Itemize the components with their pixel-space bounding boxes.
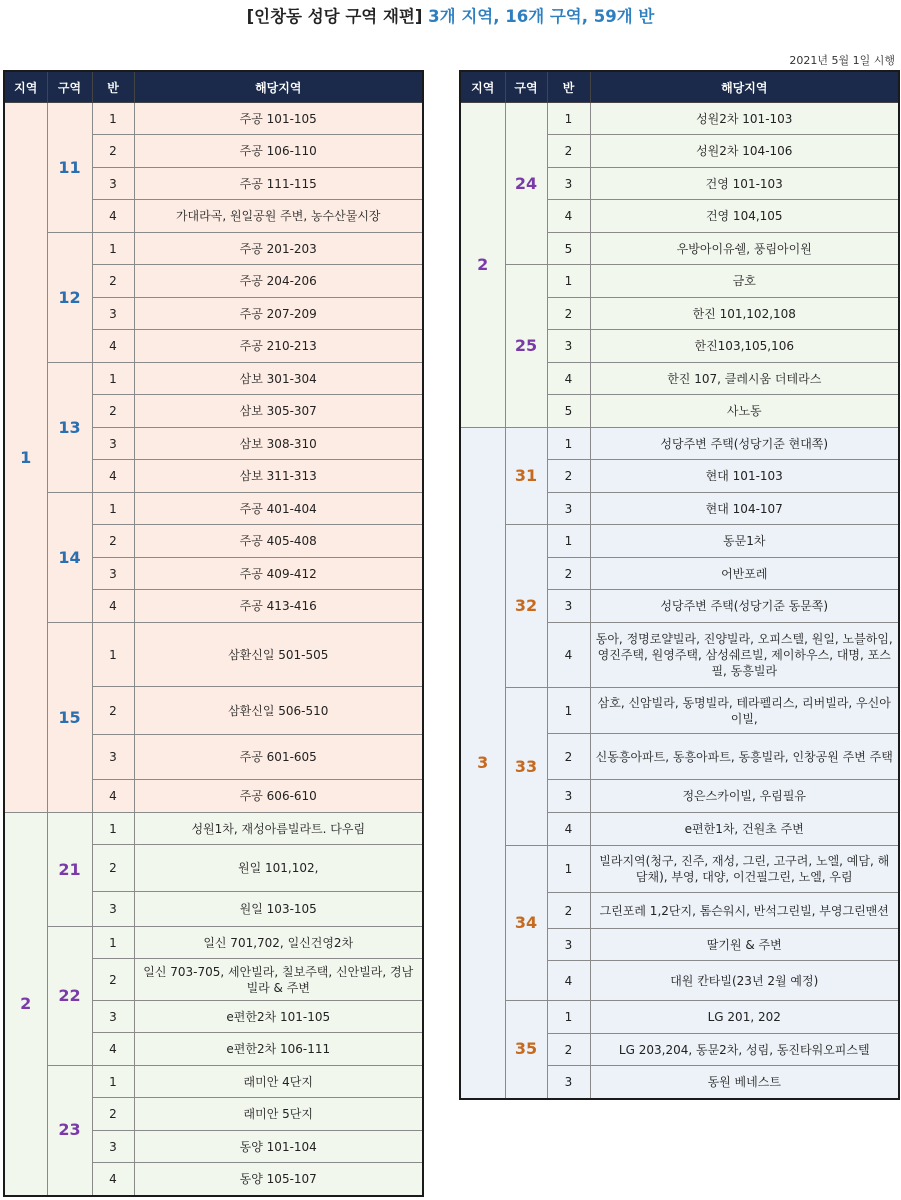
area-cell: 주공 405-408: [134, 525, 423, 558]
header-ban: 반: [547, 71, 590, 103]
ban-cell: 1: [547, 1001, 590, 1034]
table-row: [460, 525, 899, 558]
area-cell: 주공 207-209: [134, 298, 423, 330]
area-cell: 래미안 5단지: [134, 1098, 423, 1131]
area-cell: 주공 210-213: [134, 330, 423, 363]
table-row: [460, 846, 899, 893]
area-cell: 현대 104-107: [590, 493, 899, 525]
area-cell: 래미안 4단지: [134, 1066, 423, 1098]
zone-cell: 23: [47, 1066, 92, 1196]
area-cell: 성원2차 104-106: [590, 135, 899, 168]
title-part2: 3개 지역, 16개 구역, 59개 반: [428, 7, 655, 26]
area-cell: 한진 107, 클레시움 더테라스: [590, 363, 899, 395]
area-cell: 일신 701,702, 일신건영2차: [134, 927, 423, 959]
area-cell: 삼보 308-310: [134, 428, 423, 460]
header-area: 해당지역: [134, 71, 423, 103]
zone-cell: 32: [505, 525, 547, 688]
area-cell: 성당주변 주택(성당기준 동문쪽): [590, 590, 899, 623]
area-cell: e편한2차 101-105: [134, 1001, 423, 1033]
table-row: [4, 1066, 423, 1098]
header-region: 지역: [460, 71, 505, 103]
ban-cell: 5: [547, 233, 590, 265]
zone-cell: 15: [47, 623, 92, 813]
ban-cell: 3: [547, 780, 590, 813]
area-cell: 주공 101-105: [134, 103, 423, 135]
area-cell: e편한1차, 건원초 주변: [590, 813, 899, 846]
ban-cell: 4: [92, 590, 134, 623]
area-cell: 주공 606-610: [134, 780, 423, 813]
area-cell: 빌라지역(청구, 진주, 재성, 그린, 고구려, 노엘, 예담, 해담채), 부영, 대양, 이건필그린, 노엘, 우림: [590, 846, 899, 893]
table-row: [4, 103, 423, 135]
area-cell: 딸기원 & 주변: [590, 929, 899, 961]
ban-cell: 2: [547, 893, 590, 929]
ban-cell: 2: [92, 525, 134, 558]
area-cell: LG 201, 202: [590, 1001, 899, 1034]
zone-cell: 22: [47, 927, 92, 1066]
title-part1: [인창동 성당 구역 재편]: [246, 7, 423, 26]
ban-cell: 3: [92, 735, 134, 780]
area-cell: 주공 111-115: [134, 168, 423, 200]
ban-cell: 2: [547, 298, 590, 330]
table-row: [4, 813, 423, 845]
header-area: 해당지역: [590, 71, 899, 103]
area-cell: 정은스카이빌, 우림필유: [590, 780, 899, 813]
area-cell: 일신 703-705, 세안빌라, 칠보주택, 신안빌라, 경남빌라 & 주변: [134, 959, 423, 1001]
ban-cell: 1: [547, 103, 590, 135]
area-cell: 삼보 301-304: [134, 363, 423, 395]
district-table-left: [3, 70, 424, 1197]
area-cell: e편한2차 106-111: [134, 1033, 423, 1066]
ban-cell: 3: [547, 590, 590, 623]
area-cell: 동원 베네스트: [590, 1066, 899, 1099]
ban-cell: 1: [92, 103, 134, 135]
header-ban: 반: [92, 71, 134, 103]
ban-cell: 2: [547, 135, 590, 168]
ban-cell: 3: [547, 493, 590, 525]
header-zone: 구역: [47, 71, 92, 103]
zone-cell: 12: [47, 233, 92, 363]
area-cell: 삼보 305-307: [134, 395, 423, 428]
table-row: [4, 363, 423, 395]
ban-cell: 4: [92, 1033, 134, 1066]
ban-cell: 3: [92, 1001, 134, 1033]
ban-cell: 3: [92, 428, 134, 460]
area-cell: 주공 601-605: [134, 735, 423, 780]
zone-cell: 24: [505, 103, 547, 265]
zone-cell: 33: [505, 688, 547, 846]
region-cell: 1: [4, 103, 47, 813]
header-zone: 구역: [505, 71, 547, 103]
ban-cell: 4: [92, 330, 134, 363]
region-cell: 2: [4, 813, 47, 1196]
ban-cell: 1: [92, 493, 134, 525]
ban-cell: 1: [547, 525, 590, 558]
ban-cell: 3: [547, 929, 590, 961]
zone-cell: 11: [47, 103, 92, 233]
ban-cell: 1: [547, 428, 590, 460]
area-cell: 주공 201-203: [134, 233, 423, 265]
area-cell: 삼환신일 506-510: [134, 687, 423, 735]
area-cell: 삼호, 신암빌라, 동명빌라, 테라펠리스, 리버빌라, 우신아이빌,: [590, 688, 899, 734]
area-cell: 한진103,105,106: [590, 330, 899, 363]
region-cell: 3: [460, 428, 505, 1099]
ban-cell: 3: [92, 892, 134, 927]
ban-cell: 2: [92, 1098, 134, 1131]
zone-cell: 14: [47, 493, 92, 623]
ban-cell: 4: [92, 780, 134, 813]
area-cell: 우방아이유쉘, 풍림아이원: [590, 233, 899, 265]
ban-cell: 4: [547, 961, 590, 1001]
ban-cell: 3: [547, 330, 590, 363]
area-cell: 성당주변 주택(성당기준 현대쪽): [590, 428, 899, 460]
table-row: [4, 493, 423, 525]
area-cell: 주공 106-110: [134, 135, 423, 168]
ban-cell: 1: [92, 623, 134, 687]
area-cell: 주공 204-206: [134, 265, 423, 298]
zone-cell: 31: [505, 428, 547, 525]
ban-cell: 2: [92, 395, 134, 428]
zone-cell: 13: [47, 363, 92, 493]
area-cell: 성원1차, 재성아름빌라트. 다우림: [134, 813, 423, 845]
ban-cell: 4: [92, 200, 134, 233]
table-row: [460, 688, 899, 734]
ban-cell: 1: [547, 265, 590, 298]
ban-cell: 1: [92, 363, 134, 395]
ban-cell: 3: [92, 168, 134, 200]
table-row: [4, 927, 423, 959]
table-row: [4, 233, 423, 265]
area-cell: 대원 칸타빌(23년 2월 예정): [590, 961, 899, 1001]
ban-cell: 2: [92, 687, 134, 735]
ban-cell: 5: [547, 395, 590, 428]
ban-cell: 4: [547, 813, 590, 846]
area-cell: LG 203,204, 동문2차, 성림, 동진타워오피스텔: [590, 1034, 899, 1066]
table-row: [460, 428, 899, 460]
area-cell: 어반포레: [590, 558, 899, 590]
ban-cell: 3: [547, 1066, 590, 1099]
area-cell: 동문1차: [590, 525, 899, 558]
header-region: 지역: [4, 71, 47, 103]
area-cell: 현대 101-103: [590, 460, 899, 493]
ban-cell: 2: [92, 135, 134, 168]
area-cell: 신동흥아파트, 동흥아파트, 동흥빌라, 인창공원 주변 주택: [590, 734, 899, 780]
area-cell: 사노동: [590, 395, 899, 428]
area-cell: 건영 104,105: [590, 200, 899, 233]
ban-cell: 4: [547, 363, 590, 395]
table-row: [4, 623, 423, 687]
area-cell: 주공 409-412: [134, 558, 423, 590]
area-cell: 동양 101-104: [134, 1131, 423, 1163]
ban-cell: 2: [547, 1034, 590, 1066]
region-cell: 2: [460, 103, 505, 428]
ban-cell: 1: [92, 813, 134, 845]
ban-cell: 2: [92, 265, 134, 298]
ban-cell: 2: [547, 734, 590, 780]
area-cell: 성원2차 101-103: [590, 103, 899, 135]
ban-cell: 2: [92, 845, 134, 892]
zone-cell: 25: [505, 265, 547, 428]
ban-cell: 4: [547, 623, 590, 688]
area-cell: 그린포레 1,2단지, 톰슨워시, 반석그린빌, 부영그린맨션: [590, 893, 899, 929]
ban-cell: 4: [92, 1163, 134, 1196]
table-row: [460, 265, 899, 298]
area-cell: 원일 103-105: [134, 892, 423, 927]
area-cell: 동아, 정명로얄빌라, 진양빌라, 오피스텔, 원일, 노블하임, 영진주택, 원영주택, 삼성쉐르빌, 제이하우스, 대명, 포스필, 동흥빌라: [590, 623, 899, 688]
area-cell: 건영 101-103: [590, 168, 899, 200]
area-cell: 주공 413-416: [134, 590, 423, 623]
ban-cell: 3: [92, 558, 134, 590]
ban-cell: 3: [92, 298, 134, 330]
ban-cell: 2: [547, 460, 590, 493]
ban-cell: 1: [92, 1066, 134, 1098]
table-row: [460, 103, 899, 135]
zone-cell: 35: [505, 1001, 547, 1099]
ban-cell: 3: [547, 168, 590, 200]
area-cell: 주공 401-404: [134, 493, 423, 525]
area-cell: 한진 101,102,108: [590, 298, 899, 330]
area-cell: 삼환신일 501-505: [134, 623, 423, 687]
ban-cell: 1: [92, 233, 134, 265]
ban-cell: 1: [547, 846, 590, 893]
zone-cell: 34: [505, 846, 547, 1001]
district-table-right: [459, 70, 900, 1100]
ban-cell: 3: [92, 1131, 134, 1163]
area-cell: 삼보 311-313: [134, 460, 423, 493]
ban-cell: 4: [92, 460, 134, 493]
area-cell: 금호: [590, 265, 899, 298]
ban-cell: 1: [547, 688, 590, 734]
area-cell: 동양 105-107: [134, 1163, 423, 1196]
page-title: [0, 3, 901, 27]
table-row: [460, 1001, 899, 1034]
ban-cell: 4: [547, 200, 590, 233]
area-cell: 가대라곡, 원일공원 주변, 농수산물시장: [134, 200, 423, 233]
ban-cell: 2: [547, 558, 590, 590]
effective-date: 2021년 5월 1일 시행: [789, 54, 895, 67]
ban-cell: 1: [92, 927, 134, 959]
ban-cell: 2: [92, 959, 134, 1001]
zone-cell: 21: [47, 813, 92, 927]
area-cell: 원일 101,102,: [134, 845, 423, 892]
